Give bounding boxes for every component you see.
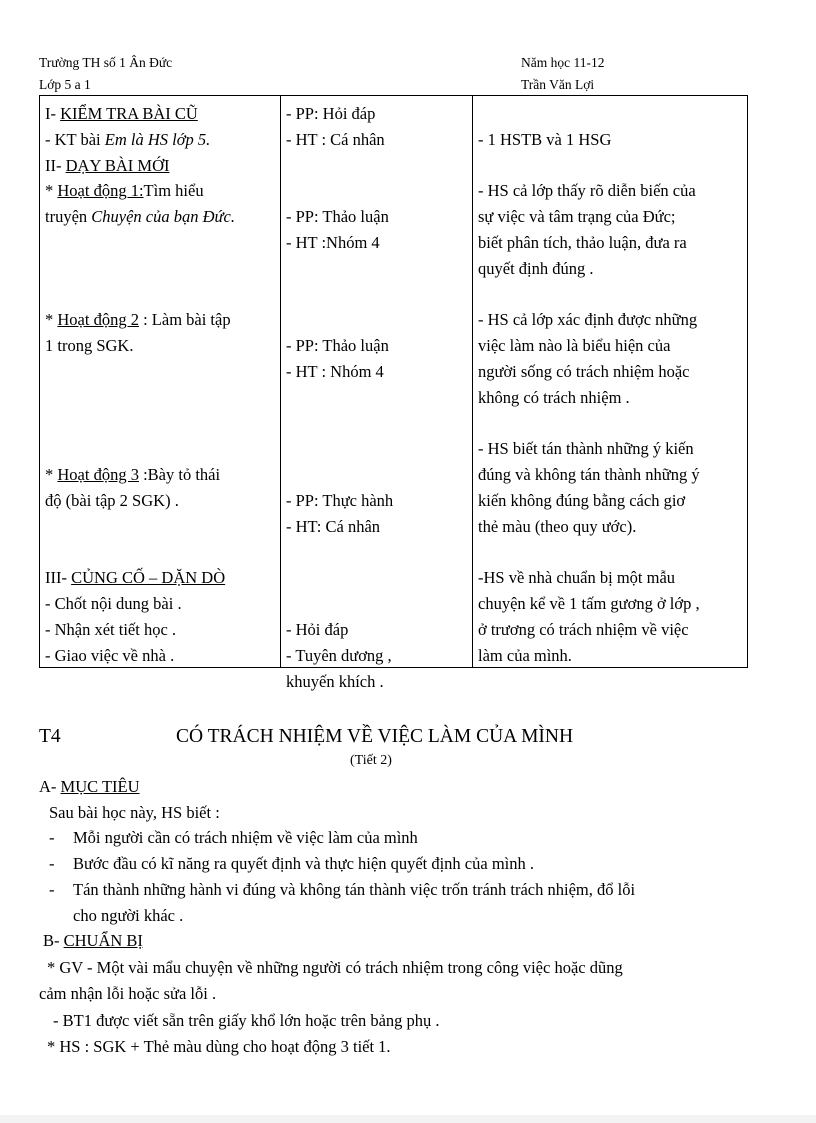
teacher-prep-cont: cảm nhận lỗi hoặc sửa lỗi . xyxy=(39,984,217,1003)
objective-bullet: - xyxy=(49,854,55,873)
outcome-line: người sống có trách nhiệm hoặc xyxy=(478,361,690,381)
objective-item-cont: cho người khác . xyxy=(73,906,184,925)
activity-1-cont: truyện Chuyện của bạn Đức. xyxy=(45,207,235,227)
section-2-heading: II- DẠY BÀI MỚI xyxy=(45,155,170,175)
activities-column xyxy=(45,101,235,669)
student-prep: * HS : SGK + Thẻ màu dùng cho hoạt động 3 tiết 1. xyxy=(47,1037,391,1056)
objective-bullet: - xyxy=(49,828,55,847)
methods-column xyxy=(286,101,393,694)
method-line: - PP: Hỏi đáp xyxy=(286,104,376,123)
method-line: - PP: Thảo luận xyxy=(286,207,389,227)
method-line: - HT: Cá nhân xyxy=(286,516,381,536)
outcome-line: - HS biết tán thành những ý kiến xyxy=(478,439,694,459)
objective-item: Bước đầu có kĩ năng ra quyết định và thực hiện quyết định của mình . xyxy=(73,854,535,873)
teacher-name: Trần Văn Lợi xyxy=(521,77,595,92)
class-name: Lớp 5 a 1 xyxy=(39,77,91,92)
outcome-line: quyết định đúng . xyxy=(478,258,594,278)
wrapup-item: - Giao việc về nhà . xyxy=(45,645,175,665)
page-bottom-edge xyxy=(0,1115,816,1123)
outcome-line: việc làm nào là biểu hiện của xyxy=(478,336,671,356)
teacher-prep: * GV - Một vài mẩu chuyện về những người có trách nhiệm trong công việc hoặc dũng xyxy=(47,958,623,977)
section-3-heading: III- CỦNG CỐ – DẶN DÒ xyxy=(45,568,226,588)
objective-bullet: - xyxy=(49,880,55,899)
objectives-intro: Sau bài học này, HS biết : xyxy=(49,803,220,822)
school-year: Năm học 11-12 xyxy=(521,55,605,70)
activity-2-cont: 1 trong SGK. xyxy=(45,336,134,356)
outcome-line: thẻ màu (theo quy ước). xyxy=(478,516,637,536)
method-line: - Tuyên dương , xyxy=(286,645,392,665)
wrapup-item: - Chốt nội dung bài . xyxy=(45,594,182,614)
lesson-title: CÓ TRÁCH NHIỆM VỀ VIỆC LÀM CỦA MÌNH xyxy=(176,726,574,747)
section-a-heading: A- MỤC TIÊU xyxy=(39,777,140,796)
wrapup-item: - Nhận xét tiết học . xyxy=(45,619,177,639)
section-1-heading: I- KIỂM TRA BÀI CŨ xyxy=(45,104,198,123)
outcome-line: làm của mình. xyxy=(478,645,572,665)
old-lesson-check: - KT bài Em là HS lớp 5. xyxy=(45,129,211,149)
method-line: - Hỏi đáp xyxy=(286,619,349,639)
outcome-line: - HS cả lớp xác định được những xyxy=(478,310,698,330)
lesson-plan-table xyxy=(39,95,748,691)
lesson-code: T4 xyxy=(39,726,61,747)
activity-3-cont: độ (bài tập 2 SGK) . xyxy=(45,490,179,510)
outcome-line: sự việc và tâm trạng của Đức; xyxy=(478,207,676,227)
section-b-heading: B- CHUẨN BỊ xyxy=(43,931,143,950)
outcome-line: biết phân tích, thảo luận, đưa ra xyxy=(478,232,687,252)
method-line: khuyến khích . xyxy=(286,671,384,691)
outcome-line: -HS về nhà chuẩn bị một mẫu xyxy=(478,568,676,588)
outcome-line: - 1 HSTB và 1 HSG xyxy=(478,129,612,149)
outcome-line: ở trương có trách nhiệm về việc xyxy=(478,619,689,639)
exercise-prep: - BT1 được viết sẵn trên giấy khổ lớn hoặc trên bảng phụ . xyxy=(53,1011,440,1030)
method-line: - PP: Thực hành xyxy=(286,490,394,510)
activity-1: * Hoạt động 1:Tìm hiểu xyxy=(45,181,204,201)
outcome-line: - HS cả lớp thấy rõ diễn biến của xyxy=(478,181,696,201)
table-column-divider xyxy=(280,96,281,667)
method-line: - HT : Cá nhân xyxy=(286,129,385,149)
outcome-line: đúng và không tán thành những ý xyxy=(478,465,700,485)
outcomes-column xyxy=(478,101,700,669)
outcome-line: kiến không đúng bằng cách giơ xyxy=(478,490,686,510)
method-line: - PP: Thảo luận xyxy=(286,336,389,356)
outcome-line: chuyện kể về 1 tấm gương ở lớp , xyxy=(478,594,700,614)
activity-2: * Hoạt động 2 : Làm bài tập xyxy=(45,310,231,330)
objective-item: Mỗi người cần có trách nhiệm về việc làm của mình xyxy=(73,828,418,847)
method-line: - HT : Nhóm 4 xyxy=(286,361,384,381)
objective-item: Tán thành những hành vi đúng và không tán thành việc trốn tránh trách nhiệm, đổ lỗi xyxy=(73,880,636,899)
outcome-line: không có trách nhiệm . xyxy=(478,387,630,407)
method-line: - HT :Nhóm 4 xyxy=(286,232,380,252)
school-name: Trường TH số 1 Ân Đức xyxy=(39,55,173,70)
lesson-subtitle: (Tiết 2) xyxy=(350,753,392,768)
activity-3: * Hoạt động 3 :Bày tỏ thái xyxy=(45,465,221,485)
table-column-divider xyxy=(472,96,473,667)
